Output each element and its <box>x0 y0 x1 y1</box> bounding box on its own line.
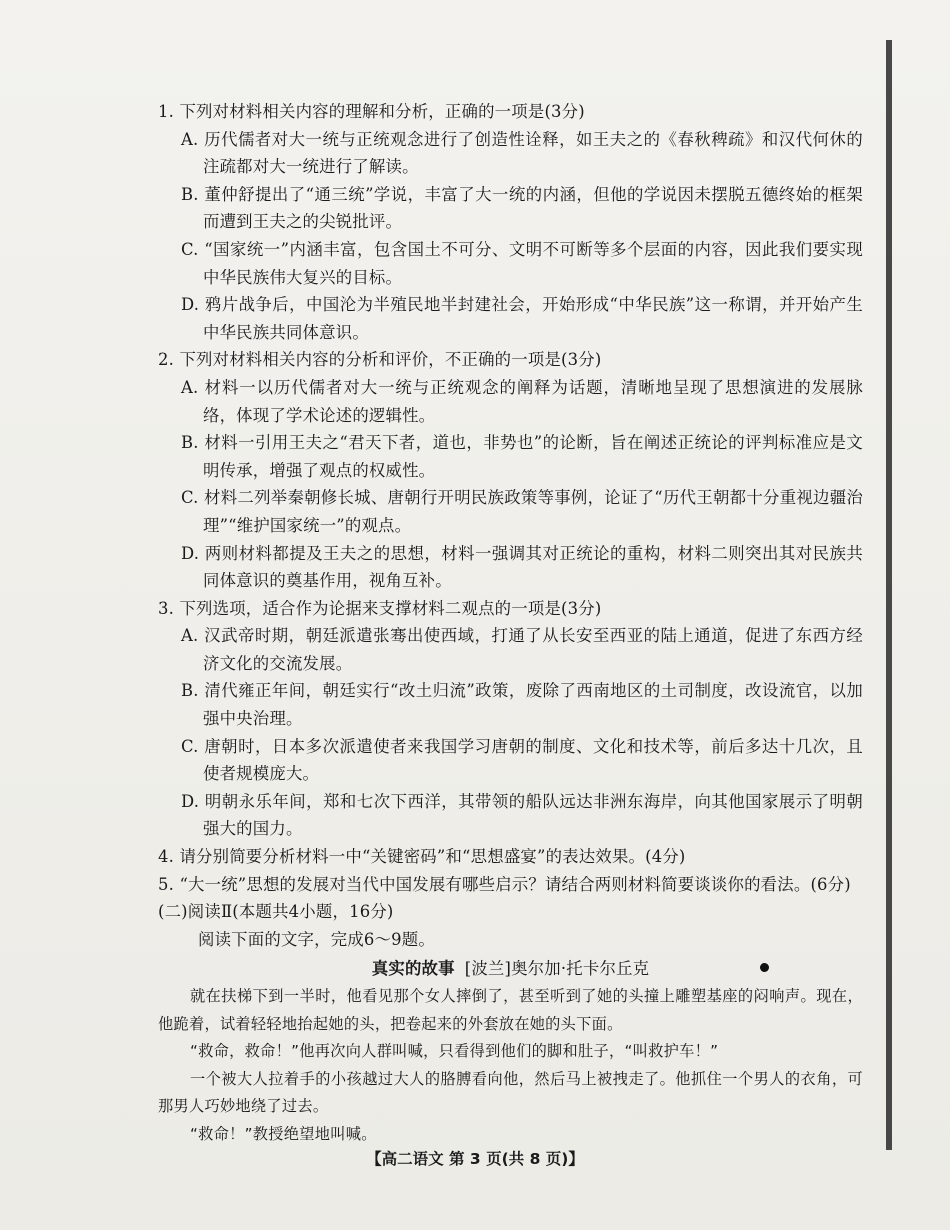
story-paragraph: 一个被大人拉着手的小孩越过大人的胳膊看向他，然后马上被拽走了。他抓住一个男人的衣角，可那男人巧妙地绕了过去。 <box>158 1069 863 1116</box>
story-heading <box>158 955 863 983</box>
story-paragraph: 就在扶梯下到一半时，他看见那个女人摔倒了，甚至听到了她的头撞上雕塑基座的闷响声。现在，他跪着，试着轻轻地抬起她的头，把卷起来的外套放在她的头下面。 <box>158 987 863 1033</box>
page-footer: 【高二语文 第 3 页(共 8 页)】 <box>366 1150 584 1168</box>
story-paragraph: “救命！”教授绝望地叫喊。 <box>190 1124 377 1143</box>
question-3-option-a: A. 汉武帝时期，朝廷派遣张骞出使西域，打通了从长安至西亚的陆上通道，促进了东西方经济文化的交流发展。 <box>181 626 863 673</box>
story-author: [波兰]奥尔加·托卡尔丘克 <box>464 959 650 979</box>
story-title: 真实的故事 <box>371 959 455 979</box>
story-paragraph: “救命，救命！”他再次向人群叫喊，只看得到他们的脚和肚子，“叫救护车！” <box>190 1042 719 1061</box>
question-3-stem: 3. 下列选项，适合作为论据来支撑材料二观点的一项是(3分) <box>158 598 602 618</box>
story-body <box>158 983 863 1149</box>
question-4: 4. 请分别简要分析材料一中“关键密码”和“思想盛宴”的表达效果。(4分) <box>158 847 686 867</box>
page-edge-shadow <box>886 40 892 1150</box>
question-2-option-a: A. 材料一以历代儒者对大一统与正统观念的阐释为话题，清晰地呈现了思想演进的发展脉络，体现了学术论述的逻辑性。 <box>181 377 863 425</box>
question-2-option-c: C. 材料二列举秦朝修长城、唐朝行开明民族政策等事例，论证了“历代王朝都十分重视边疆治理”“维护国家统一”的观点。 <box>181 488 863 535</box>
question-5: 5. “大一统”思想的发展对当代中国发展有哪些启示？请结合两则材料简要谈谈你的看法。(6分) <box>158 874 851 894</box>
question-3-option-c: C. 唐朝时，日本多次派遣使者来我国学习唐朝的制度、文化和技术等，前后多达十几次，且使者规模庞大。 <box>181 736 863 784</box>
question-2-option-d: D. 两则材料都提及王夫之的思想，材料一强调其对正统论的重构，材料二则突出其对民族共同体意识的奠基作用，视角互补。 <box>181 543 863 591</box>
question-2-stem: 2. 下列对材料相关内容的分析和评价，不正确的一项是(3分) <box>158 350 602 370</box>
question-1-option-a: A. 历代儒者对大一统与正统观念进行了创造性诠释，如王夫之的《春秋稗疏》和汉代何休的注疏都对大一统进行了解读。 <box>181 129 863 177</box>
question-1-option-c: C. “国家统一”内涵丰富，包含国土不可分、文明不可断等多个层面的内容，因此我们要实现中华民族伟大复兴的目标。 <box>181 239 863 287</box>
question-1-stem: 1. 下列对材料相关内容的理解和分析，正确的一项是(3分) <box>158 102 585 121</box>
section-instruction: 阅读下面的文字，完成6～9题。 <box>198 929 435 949</box>
question-3-option-d: D. 明朝永乐年间，郑和七次下西洋，其带领的船队远达非洲东海岸，向其他国家展示了明朝强大的国力。 <box>181 791 863 839</box>
question-3-option-b: B. 清代雍正年间，朝廷实行“改土归流”政策，废除了西南地区的土司制度，改设流官，以加强中央治理。 <box>181 681 863 729</box>
section-heading: (二)阅读Ⅱ(本题共4小题，16分) <box>158 902 394 922</box>
exam-content <box>158 98 863 1149</box>
question-1-option-b: B. 董仲舒提出了“通三统”学说，丰富了大一统的内涵，但他的学说因未摆脱五德终始的框架而遭到王夫之的尖锐批评。 <box>181 184 863 232</box>
question-1-option-d: D. 鸦片战争后，中国沦为半殖民地半封建社会，开始形成“中华民族”这一称谓，并开始产生中华民族共同体意识。 <box>181 295 863 342</box>
question-2-option-b: B. 材料一引用王夫之“君天下者，道也，非势也”的论断，旨在阐述正统论的评判标准应是文明传承，增强了观点的权威性。 <box>181 433 863 480</box>
